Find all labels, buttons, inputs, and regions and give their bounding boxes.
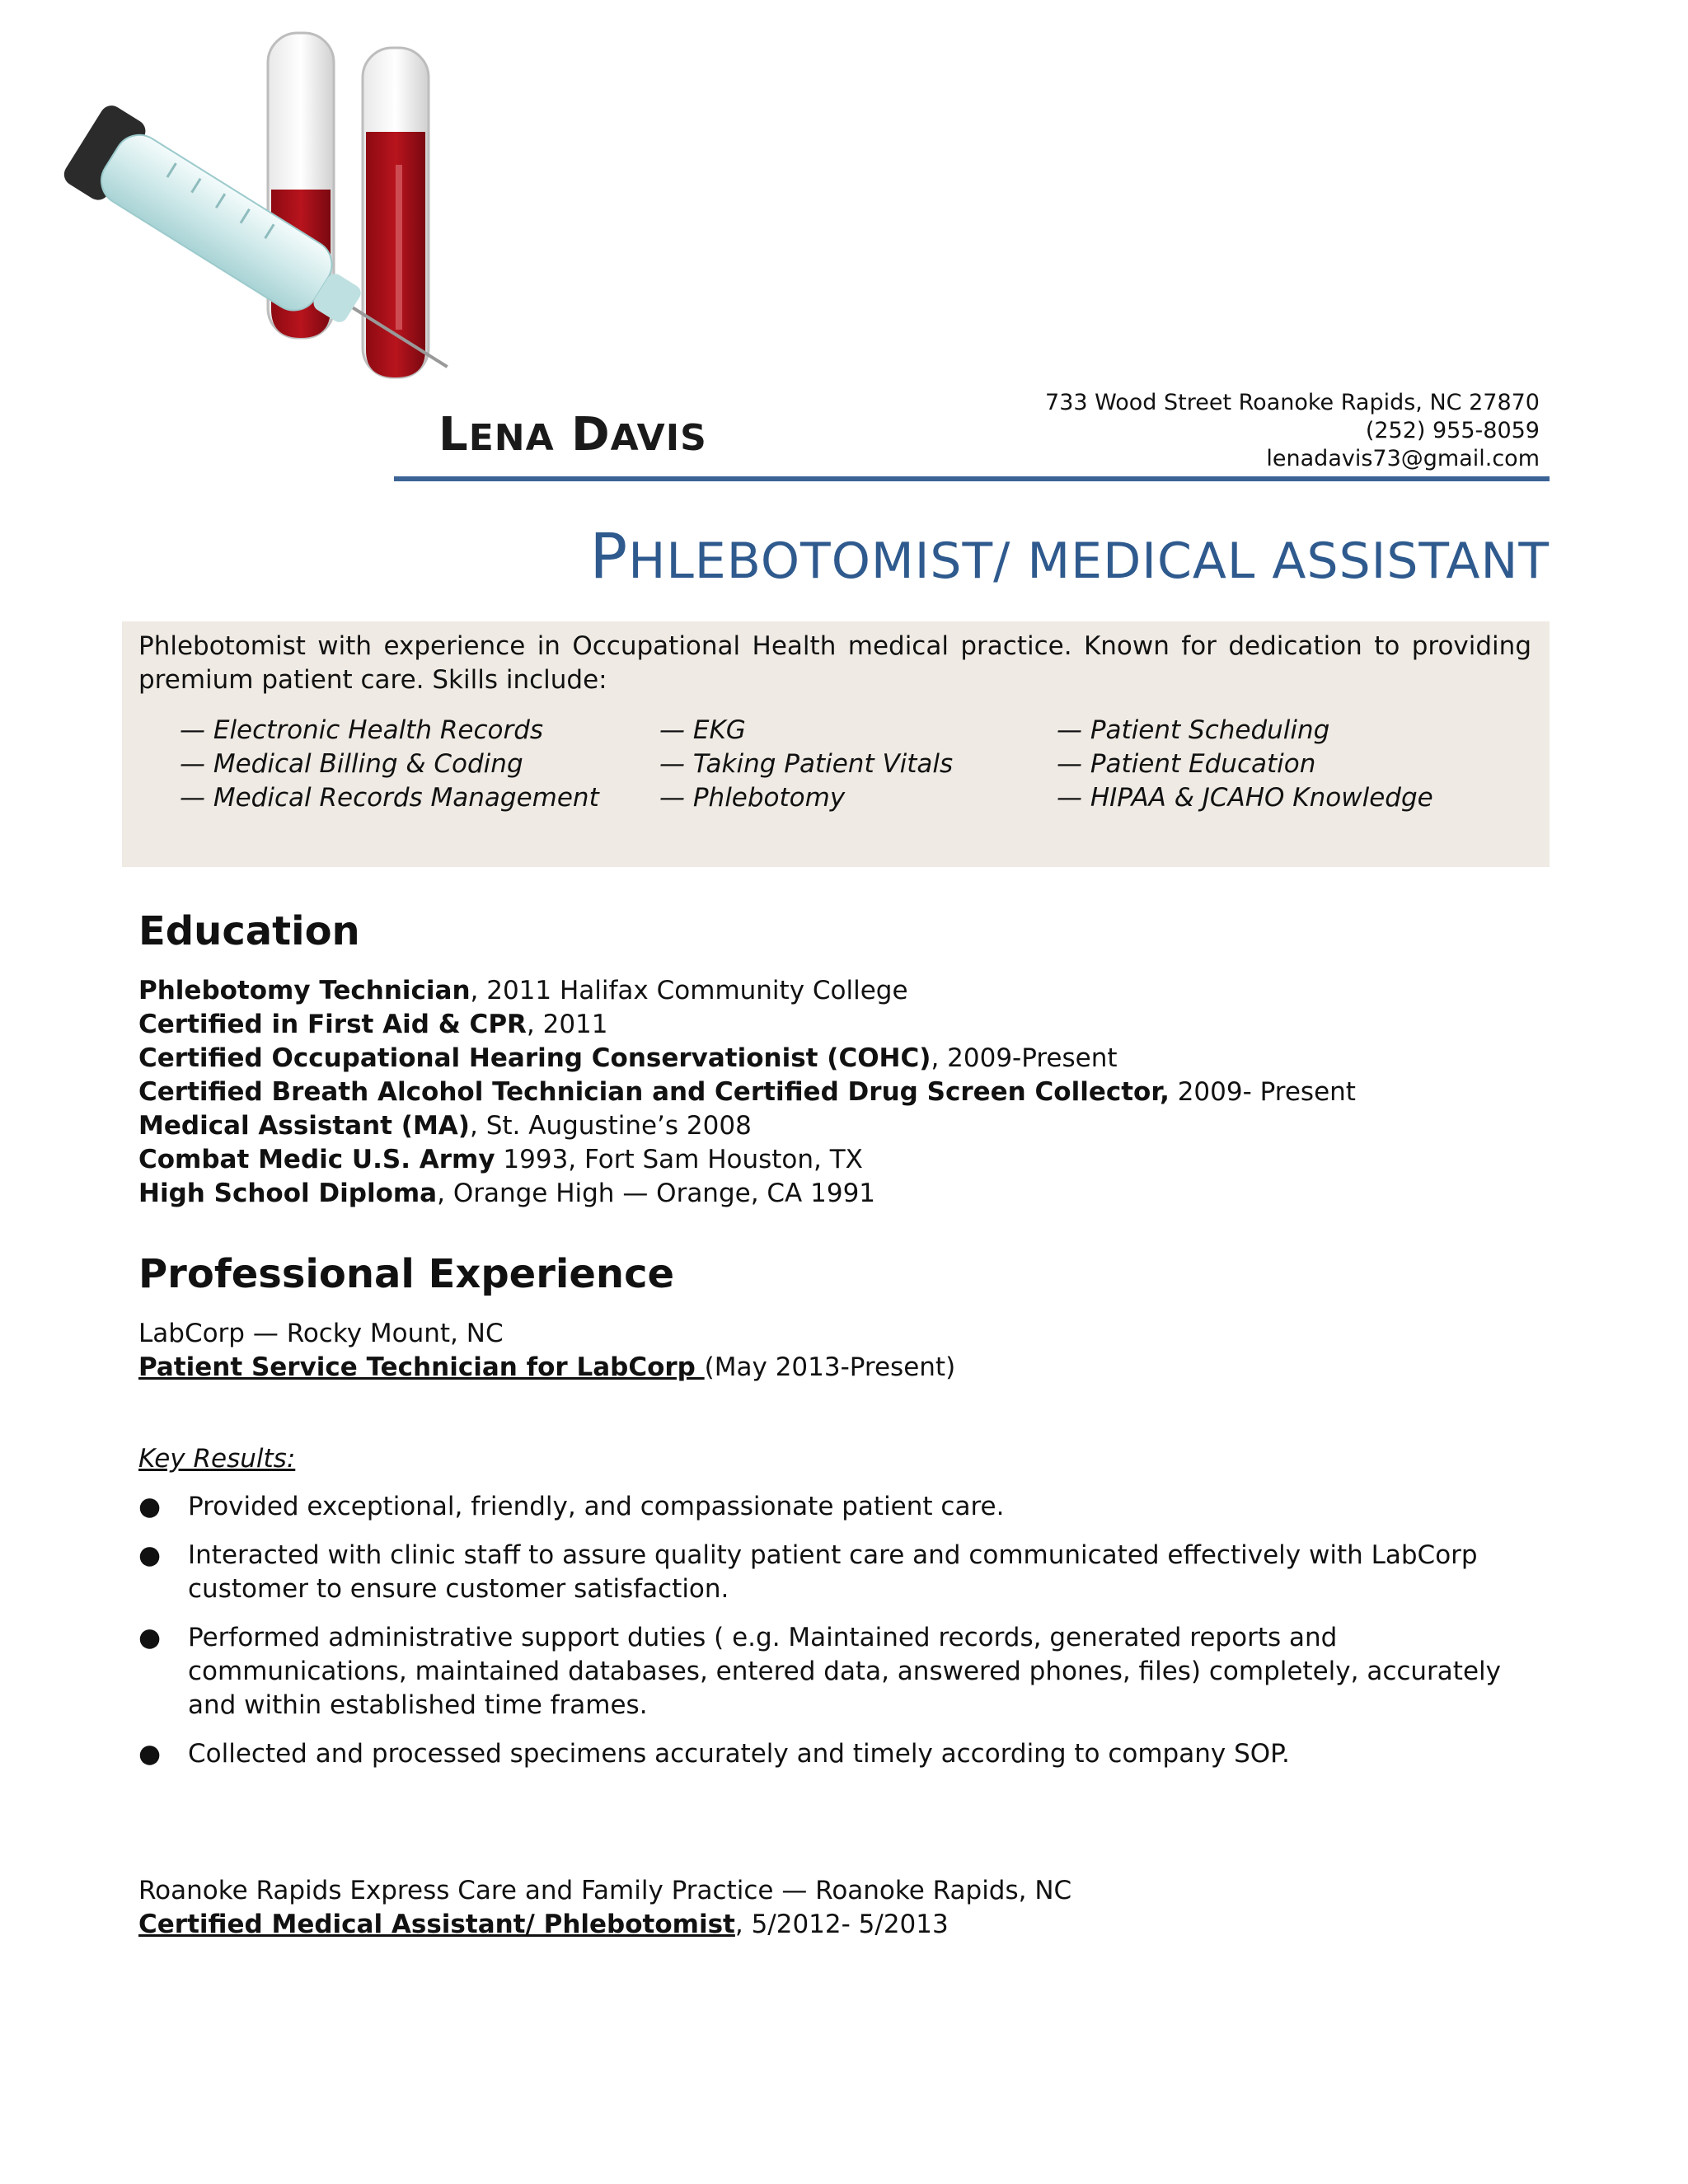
list-item: ● Interacted with clinic staff to assure quality patient care and communicated effectively with LabCorp customer to ensure customer satisfaction. [138,1539,1540,1606]
skill-item: — Electronic Health Records [180,715,544,745]
contact-info [1045,389,1540,473]
education-item: Certified Occupational Hearing Conservationist (COHC), 2009-Present [138,1043,1118,1073]
skill-item: — Patient Education [1057,749,1316,779]
job-title: PHLEBOTOMIST/ MEDICAL ASSISTANT [589,519,1550,593]
education-item: Certified Breath Alcohol Technician and Certified Drug Screen Collector, 2009- Present [138,1077,1356,1107]
job1-employer: LabCorp — Rocky Mount, NC [138,1319,504,1348]
experience-heading: Professional Experience [138,1251,675,1297]
summary-text: Phlebotomist with experience in Occupational Health medical practice. Known for dedication to providing premium patient care. Skills include: [138,631,1531,695]
skills-column-3 [1057,714,1433,815]
job2-title-line [138,1908,949,1942]
job1-title-line [138,1351,955,1385]
job2-employer: Roanoke Rapids Express Care and Family Practice — Roanoke Rapids, NC [138,1876,1072,1905]
skill-item: — Patient Scheduling [1057,715,1330,745]
syringe-test-tubes-illustration [33,25,495,387]
skill-item: — Medical Records Management [180,783,599,813]
job1-title: Patient Service Technician for LabCorp [138,1352,705,1382]
education-item: High School Diploma, Orange High — Orange, CA 1991 [138,1179,876,1208]
address: 733 Wood Street Roanoke Rapids, NC 27870 [1045,390,1540,415]
skill-item: — Phlebotomy [659,783,846,813]
education-item: Medical Assistant (MA), St. Augustine’s 2008 [138,1111,752,1141]
skill-item: — HIPAA & JCAHO Knowledge [1057,783,1433,813]
bullet-icon: ● [138,1492,162,1521]
list-item: ● Provided exceptional, friendly, and compassionate patient care. [138,1490,1540,1524]
email[interactable]: lenadavis73@gmail.com [1266,446,1540,471]
key-results-label: Key Results: [138,1444,296,1474]
bullet-icon: ● [138,1623,162,1652]
skills-column-2 [659,714,953,815]
skills-column-1 [180,714,599,815]
phone: (252) 955-8059 [1365,418,1540,443]
skill-item: — Taking Patient Vitals [659,749,954,779]
bullet-icon: ● [138,1540,162,1570]
list-item: ● Collected and processed specimens accurately and timely according to company SOP. [138,1737,1540,1771]
education-list [138,974,1356,1211]
education-item: Combat Medic U.S. Army 1993, Fort Sam Houston, TX [138,1145,863,1174]
test-tube-right [363,48,429,377]
education-item: Certified in First Aid & CPR, 2011 [138,1010,608,1039]
education-item: Phlebotomy Technician, 2011 Halifax Community College [138,976,908,1005]
skill-item: — Medical Billing & Coding [180,749,523,779]
job1-dates: (May 2013-Present) [704,1352,956,1382]
key-results-list [138,1490,1540,1786]
job2-title: Certified Medical Assistant/ Phlebotomist [138,1910,735,1939]
job2-dates: , 5/2012- 5/2013 [734,1910,949,1939]
list-item: ● Performed administrative support duties ( e.g. Maintained records, generated reports and communications, maintained databases, entered data, answered phones, files) completely, accurately and within established time frames. [138,1621,1540,1722]
skill-item: — EKG [659,715,746,745]
education-heading: Education [138,908,360,954]
bullet-icon: ● [138,1739,162,1769]
header-divider [394,476,1550,481]
candidate-name: LENA DAVIS [438,408,707,462]
